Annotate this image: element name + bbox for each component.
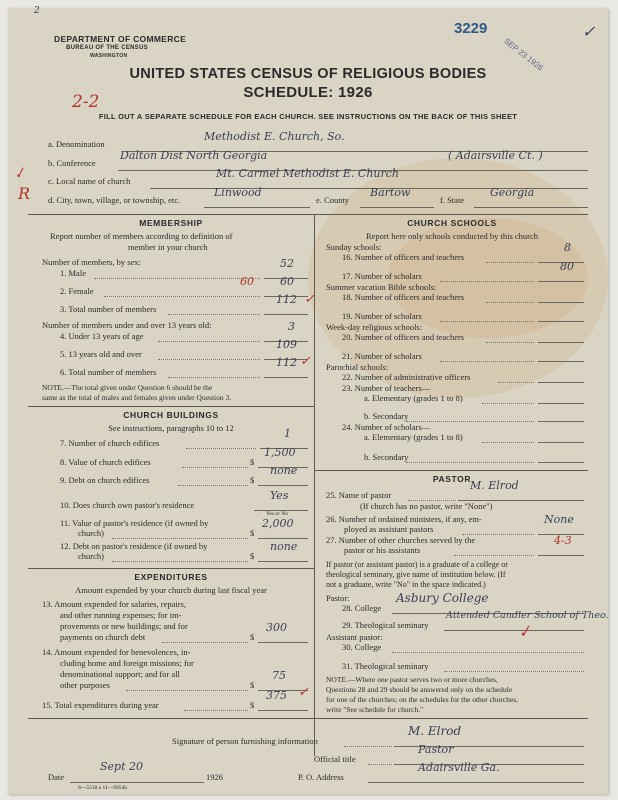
edifices-debt: none	[270, 464, 298, 477]
check-mark: ✓	[582, 22, 596, 41]
margin-mark: R	[18, 184, 31, 203]
red-annotation: 2-2	[72, 92, 100, 112]
denomination-label: a. Denomination	[48, 139, 105, 149]
sunday-teachers: 8	[564, 241, 571, 254]
pastor-seminary: Attended Candler School of Theo.	[446, 610, 609, 621]
running-expenses: 300	[266, 621, 287, 634]
corner-mark: 2	[34, 6, 40, 16]
other-churches-served: 4-3	[554, 534, 572, 547]
church-edifices-count: 1	[284, 427, 291, 440]
city-value: Linwood	[214, 186, 262, 199]
conference-value: Dalton Dist North Georgia	[120, 149, 268, 162]
edifices-value: 1,500	[264, 446, 296, 459]
under13-value: 3	[288, 320, 295, 333]
pastor-heading: PASTOR	[432, 474, 472, 484]
county-label: e. County	[316, 195, 350, 205]
male-value: 52	[280, 257, 294, 270]
date-value: Sept 20	[100, 760, 144, 773]
schedule-title: SCHEDULE: 1926	[243, 84, 373, 101]
bureau-label: BUREAU OF THE CENSUS	[66, 45, 149, 51]
census-schedule-sheet: 2 DEPARTMENT OF COMMERCE BUREAU OF THE CENSUS WASHINGTON 3229 SEP 23 1926 ✓ UNITED STATES CENSUS OF RELIGIOUS BODIES SCHEDULE: 1926 2-2 FILL OUT A SEPARATE SCHEDULE FOR EACH CHURCH. SEE INSTRUCTIONS ON THE BACK OF THIS SHEET a. Denomination Methodist E. Church, So. b. Conference Dalton Dist North Georgia ( Adairsville Ct. ) ✓ c. Local name of church Mt. Carmel Methodist E. Church R d. City, town, village, or township, etc. Linwood e. County Bartow f. State Georgia MEMBERSHIP Report number of members according to definition of member in your church Number of members, by sex: 1. Male 52 2. Female 60 60 3. Total number of members 112 ✓ Number of members under and over 13 years old: 4. Under 13 years of age 3 5. 13 years old and over 109 6. Total number of members 112 ✓ NOTE.—The total given under Question 6 should be the same as the total of males and females given under Question 3. CHURCH BUILDINGS See instructions, paragraphs 10 to 12 7. Number of church edifices 1 8. Value of church edifices $ 1,500 9. Debt on church edifices $ none 10. Does church own pastor's residence Yes Yes or No 11. Value of pastor's residence (if owned by church) $ 2,000 12. Debt on pastor's residence (if owned by church) $ none EXPENDITURES Amount expended by your church during last fiscal year 13. Amount expended for salaries, repairs, and other running expenses; for im- provements or new buildings; and for payments on church debt $ 300 14. Amount expended for benevolences, in- cluding home and foreign missions; for denominational support; and for all other purposes $ 75 15. Total expenditures during year $ 375 ✓ CHURCH SCHOOLS Report here only schools conducted by this church Sunday schools: 16. Number of officers and teachers 8 17. Number of scholars 80 Summer vacation Bible schools: 18. Number of officers and teachers 19. Number of scholars Week-day religious schools: 20. Number of officers and teachers 21. Number of scholars Parochial schools: 22. Number of administrative officers 23. Number of teachers— a. Elementary (grades 1 to 8) b. Secondary 24. Number of scholars— a. Elementary (grades 1 to 8) b. Secondary PASTOR 25. Name of pastor M. Elrod (If church has no pastor, write "None") 26. Number of ordained ministers, if any, em- ployed as assistant pastors None 27. Number of other churches served by the pastor or his assistants 4-3 If pastor (or assistant pastor) is a graduate of a college or theological seminary, give name of institution below. (If not a graduate, write "No" in the space indicated.) Pastor: 28. College Asbury College 29. Theological seminary Attended Candler School of Theo. ✓ Assistant pastor: 30. College 31. Theological seminary NOTE.—Where one pastor serves two or more churches, Questions 28 and 29 should be answered only on the schedule for one of the churches; on the schedules for the other churches, write "See schedule for church." Signature of person furnishing information M. Elrod Official title Pastor Date Sept 20 1926 P. O. Address Adairsville Ga. 8—5518 a 11—9054h	[8, 8, 608, 794]
county-value: Bartow	[370, 186, 411, 199]
po-address-value: Adairsville Ga.	[418, 761, 500, 774]
document-title: UNITED STATES CENSUS OF RELIGIOUS BODIES	[129, 66, 487, 82]
residence-debt: none	[270, 540, 298, 553]
conference-note: ( Adairsville Ct. )	[448, 149, 543, 162]
sunday-scholars: 80	[560, 260, 574, 273]
pastor-name: M. Elrod	[470, 479, 519, 492]
pastor-college: Asbury College	[396, 591, 489, 605]
buildings-heading: CHURCH BUILDINGS	[123, 410, 219, 420]
local-name-value: Mt. Carmel Methodist E. Church	[216, 167, 399, 180]
print-code: 8—5518 a 11—9054h	[78, 785, 127, 791]
city-label: WASHINGTON	[90, 53, 128, 59]
membership-heading: MEMBERSHIP	[139, 218, 203, 228]
denomination-value: Methodist E. Church, So.	[204, 130, 345, 143]
official-title-value: Pastor	[418, 743, 454, 756]
signature-label: Signature of person furnishing information	[172, 736, 318, 746]
total-members-3: 112	[276, 293, 297, 306]
instructions-line: FILL OUT A SEPARATE SCHEDULE FOR EACH CHURCH. SEE INSTRUCTIONS ON THE BACK OF THIS SHEET	[98, 112, 518, 121]
benevolences: 75	[272, 669, 286, 682]
year-value: 1926	[206, 772, 223, 782]
total-expenditures: 375	[266, 689, 287, 702]
signature-value: M. Elrod	[408, 724, 462, 738]
expenditures-heading: EXPENDITURES	[134, 572, 208, 582]
state-value: Georgia	[490, 186, 535, 199]
schools-heading: CHURCH SCHOOLS	[407, 218, 497, 228]
conference-label: b. Conference	[48, 158, 96, 168]
received-stamp: SEP 23 1926	[502, 36, 545, 73]
over13-value: 109	[276, 338, 297, 351]
female-correction: 60	[240, 275, 254, 288]
department-label: DEPARTMENT OF COMMERCE	[54, 34, 187, 44]
assistant-pastors: None	[544, 513, 574, 526]
local-name-label: c. Local name of church	[48, 176, 131, 186]
owns-residence: Yes	[270, 489, 289, 502]
residence-value: 2,000	[262, 517, 294, 530]
total-members-6: 112	[276, 356, 297, 369]
state-label: f. State	[440, 195, 465, 205]
female-value: 60	[280, 275, 294, 288]
form-number: 3229	[454, 20, 488, 37]
city-label: d. City, town, village, or township, etc.	[48, 195, 181, 205]
